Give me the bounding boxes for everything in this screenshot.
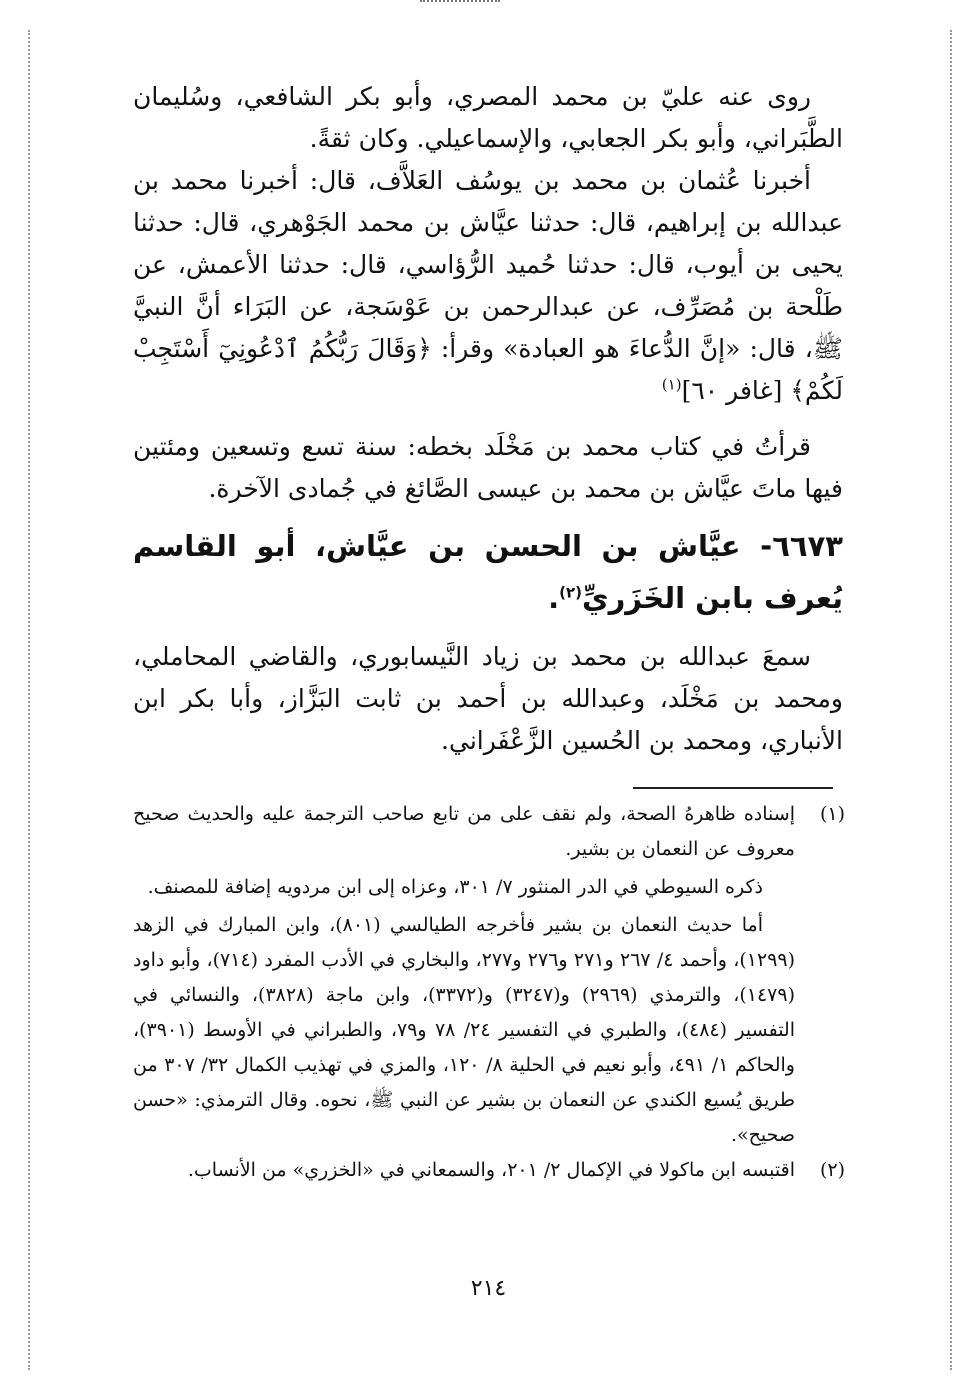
main-text bbox=[133, 76, 843, 762]
entry-heading-end: . bbox=[548, 581, 560, 615]
footnote-1-number: (١) bbox=[819, 803, 845, 825]
footnote-1-paragraph: ذكره السيوطي في الدر المنثور ٧/ ٣٠١، وعزاه إلى ابن مردويه إضافة للمصنف. bbox=[147, 876, 763, 898]
footnote-2 bbox=[133, 1153, 845, 1188]
entry-heading-text: ٦٦٧٣- عيَّاش بن الحسن بن عيَّاش، أبو القاسم يُعرف بابن الخَزَريِّ bbox=[133, 529, 843, 615]
paragraph-hadith-text: أخبرنا عُثمان بن محمد بن يوسُف العَلاَّف، قال: أخبرنا محمد بن عبدالله بن إبراهيم، قال: حدثنا عيَّاش بن محمد الجَوْهري، قال: حدثنا يحيى بن أيوب، قال: حدثنا حُميد الرُّؤاسي، قال: حدثنا الأعمش، عن طَلْحة بن مُصَرِّف، عن عبدالرحمن بن عَوْسَجة، عن البَرَاء أنَّ النبيَّ ﷺ، قال: «إنَّ الدُّعاءَ هو العبادة» وقرأ: ﴿وَقَالَ رَبُّكُمُ ٱدْعُونِيٓ أَسْتَجِبْ لَكُمْ﴾ [غافر ٦٠] bbox=[133, 166, 843, 405]
page-number: ٢١٤ bbox=[470, 1276, 507, 1301]
footnote-1-paragraph: أما حديث النعمان بن بشير فأخرجه الطيالسي (٨٠١)، وابن المبارك في الزهد (١٢٩٩)، وأحمد ٤/ ٢٦٧ و٢٧١ و٢٧٦ و٢٧٧، والبخاري في الأدب المفرد (٧١٤)، وأبو داود (١٤٧٩)، والترمذي (٢٩٦٩) و(٣٢٤٧) و(٣٣٧٢)، وابن ماجة (٣٨٢٨)، والنسائي في التفسير (٤٨٤)، والطبري في التفسير ٢٤/ ٧٨ و٧٩، والطبراني في الأوسط (٣٩٠١)، والحاكم ١/ ٤٩١، وأبو نعيم في الحلية ٨/ ١٢٠، والمزي في تهذيب الكمال ٣٢/ ٣٠٧ من طريق يُسيع الكندي عن النعمان بن بشير عن النبي ﷺ، نحوه. وقال الترمذي: «حسن صحيح». bbox=[133, 914, 796, 1146]
paragraph-narrators: روى عنه عليّ بن محمد المصري، وأبو بكر الشافعي، وسُليمان الطَّبَراني، وأبو بكر الجعابي، والإسماعيلي. وكان ثقةً. bbox=[133, 82, 843, 153]
top-scan-mark bbox=[420, 0, 500, 8]
footnote-1-paragraph: إسناده ظاهرهُ الصحة، ولم نقف على من تابع صاحب الترجمة عليه والحديث صحيح معروف عن النعمان بن بشير. bbox=[133, 803, 795, 860]
footnotes bbox=[133, 797, 845, 1188]
paragraph-teachers: سمعَ عبدالله بن محمد بن زياد النَّيسابوري، والقاضي المحاملي، ومحمد بن مَخْلَد، وعبدالله بن أحمد بن ثابت البَزَّاز، وأبا بكر ابن الأنباري، ومحمد بن الحُسين الزَّعْفَراني. bbox=[133, 642, 843, 755]
right-scan-edge bbox=[950, 30, 952, 1370]
paragraph-death: قرأتُ في كتاب محمد بن مَخْلَد بخطه: سنة تسع وتسعين ومئتين فيها ماتَ عيَّاش بن محمد بن عيسى الصَّائغ في جُمادى الآخرة. bbox=[133, 432, 843, 503]
footnote-ref-1[interactable]: (١) bbox=[661, 375, 682, 394]
footnote-separator bbox=[633, 787, 833, 789]
entry-heading bbox=[133, 520, 843, 624]
footnote-2-number: (٢) bbox=[819, 1159, 845, 1181]
footnote-1 bbox=[133, 797, 845, 1153]
left-scan-edge bbox=[28, 30, 30, 1370]
footnote-2-paragraph: اقتبسه ابن ماكولا في الإكمال ٢/ ٢٠١، والسمعاني في «الخزري» من الأنساب. bbox=[187, 1159, 795, 1181]
paragraph-hadith bbox=[133, 160, 843, 412]
footnote-ref-2[interactable]: (٢) bbox=[559, 583, 582, 602]
